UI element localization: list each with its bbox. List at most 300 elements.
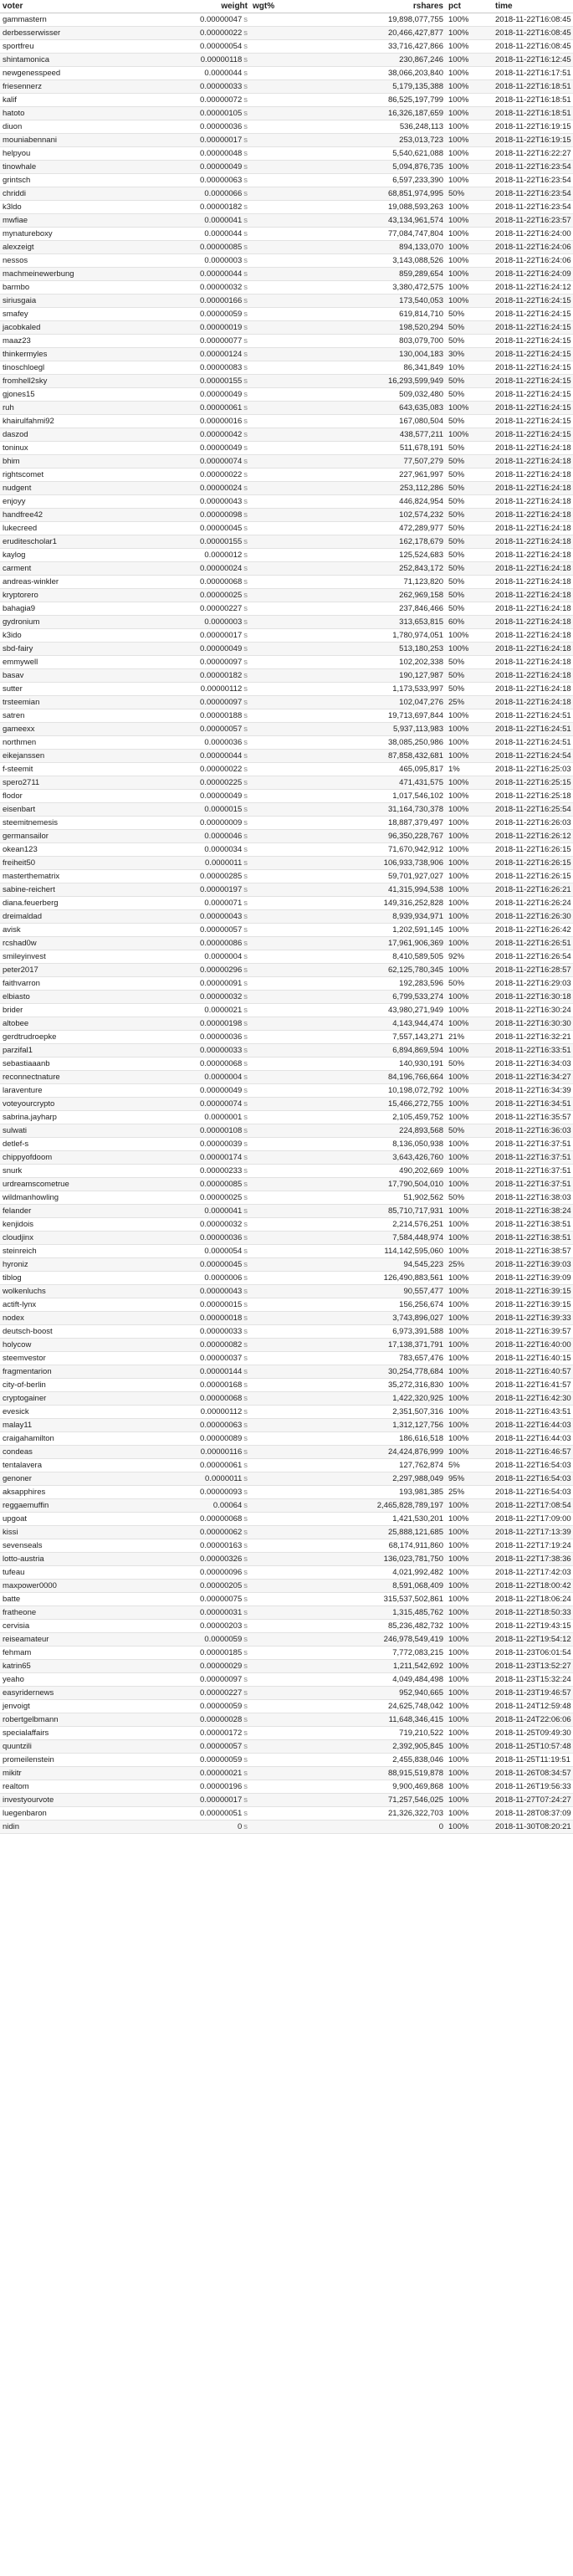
weight-unit: s [243,1782,248,1791]
voter-link[interactable]: steemvestor [0,1352,149,1365]
voter-link[interactable]: fragmentarion [0,1365,149,1379]
time-cell: 2018-11-22T16:24:12 [493,281,573,294]
voter-link[interactable]: lukecreed [0,522,149,535]
voter-link[interactable]: luegenbaron [0,1807,149,1821]
table-row [0,509,573,522]
header-pct[interactable]: pct [446,0,493,13]
voter-link[interactable]: mwfiae [0,214,149,228]
table-row [0,1633,573,1646]
voter-link[interactable]: alexzeigt [0,241,149,254]
voter-link[interactable]: flodor [0,790,149,803]
voter-link[interactable]: holycow [0,1339,149,1352]
weight-value: 0.00000233 [200,1166,243,1175]
voter-link[interactable]: eisenbart [0,803,149,817]
table-row [0,562,573,576]
table-row [0,1325,573,1339]
pct-cell: 1% [446,763,493,776]
weight-value: 0.00000112 [200,684,243,694]
pct-cell: 100% [446,964,493,977]
pct-cell: 100% [446,1673,493,1687]
voter-link[interactable]: specialaffairs [0,1727,149,1740]
weight-value: 0.00000116 [200,1447,243,1457]
voter-link[interactable]: craigahamilton [0,1432,149,1446]
voter-link[interactable]: daszod [0,428,149,442]
pct-cell: 95% [446,1472,493,1486]
voter-link[interactable]: hatoto [0,107,149,120]
voter-link[interactable]: kaylog [0,549,149,562]
pct-cell: 100% [446,120,493,134]
voter-link[interactable]: kalif [0,94,149,107]
rshares-cell: 173,540,053 [305,294,446,308]
weight-value: 0.0000044 [204,69,243,78]
voter-link[interactable]: hyroniz [0,1258,149,1272]
table-row [0,857,573,870]
time-cell: 2018-11-22T16:25:03 [493,763,573,776]
pct-cell: 100% [446,1017,493,1031]
table-row [0,924,573,937]
voter-link[interactable]: wildmanhowling [0,1191,149,1205]
voter-link[interactable]: tinowhale [0,161,149,174]
voter-link[interactable]: sevenseals [0,1539,149,1553]
voter-link[interactable]: germansailor [0,830,149,843]
pct-cell: 100% [446,643,493,656]
voter-link[interactable]: diana.feuerberg [0,897,149,910]
weight-unit: s [243,725,248,734]
voter-link[interactable]: machmeinewerbung [0,268,149,281]
voter-link[interactable]: elbiasto [0,991,149,1004]
weight-cell [149,1646,250,1660]
weight-unit: s [243,256,248,265]
voter-link[interactable]: malay11 [0,1419,149,1432]
rshares-cell: 6,973,391,588 [305,1325,446,1339]
voter-link[interactable]: reiseamateur [0,1633,149,1646]
time-cell: 2018-11-22T16:24:18 [493,643,573,656]
time-cell: 2018-11-22T16:24:18 [493,442,573,455]
voter-link[interactable]: voteyourcrypto [0,1098,149,1111]
table-row [0,348,573,361]
header-rshares[interactable]: rshares [305,0,446,13]
voter-link[interactable]: easyridernews [0,1687,149,1700]
weight-cell [149,1419,250,1432]
pct-cell: 100% [446,1178,493,1191]
voter-link[interactable]: emmywell [0,656,149,669]
voter-link[interactable]: northmen [0,736,149,750]
voter-link[interactable]: altobee [0,1017,149,1031]
weight-unit: s [243,1073,248,1082]
table-row [0,1419,573,1432]
voter-link[interactable]: smileyinvest [0,950,149,964]
table-row [0,428,573,442]
voter-link[interactable]: barmbo [0,281,149,294]
rshares-cell: 20,466,427,877 [305,27,446,40]
wgt-cell [250,696,305,709]
pct-cell: 100% [446,40,493,54]
time-cell: 2018-11-22T16:46:57 [493,1446,573,1459]
weight-value: 0.00000018 [200,1314,243,1323]
voter-link[interactable]: investyourvote [0,1794,149,1807]
voter-link[interactable]: gameexx [0,723,149,736]
voter-link[interactable]: sulwati [0,1124,149,1138]
weight-value: 0.00000033 [200,1046,243,1055]
weight-value: 0.00000205 [200,1581,243,1590]
weight-cell [149,1084,250,1098]
wgt-cell [250,709,305,723]
weight-unit: s [243,283,248,292]
voter-link[interactable]: mouniabennani [0,134,149,147]
voter-link[interactable]: freiheit50 [0,857,149,870]
pct-cell: 100% [446,857,493,870]
rshares-cell: 25,888,121,685 [305,1526,446,1539]
voter-link[interactable]: actift-lynx [0,1298,149,1312]
rshares-cell: 253,013,723 [305,134,446,147]
header-time[interactable]: time [493,0,573,13]
time-cell: 2018-11-22T16:36:03 [493,1124,573,1138]
voter-link[interactable]: nidin [0,1821,149,1834]
weight-cell [149,1165,250,1178]
voter-link[interactable]: condeas [0,1446,149,1459]
wgt-cell [250,736,305,750]
weight-value: 0.00000068 [200,577,243,586]
weight-unit: s [243,1675,248,1684]
voter-link[interactable]: siriusgaia [0,294,149,308]
weight-value: 0.00000185 [200,1648,243,1657]
voter-link[interactable]: kryptorero [0,589,149,602]
time-cell: 2018-11-22T16:24:15 [493,294,573,308]
time-cell: 2018-11-22T16:24:15 [493,321,573,335]
weight-value: 0.00000097 [200,698,243,707]
pct-cell: 100% [446,1727,493,1740]
weight-unit: s [243,1086,248,1095]
time-cell: 2018-11-22T16:41:57 [493,1379,573,1392]
voter-link[interactable]: upgoat [0,1513,149,1526]
header-weight[interactable]: weight [149,0,250,13]
weight-cell [149,1379,250,1392]
voter-link[interactable]: deutsch-boost [0,1325,149,1339]
weight-cell [149,562,250,576]
weight-unit: s [243,443,248,453]
voter-link[interactable]: f-steemit [0,763,149,776]
weight-cell [149,750,250,763]
weight-unit: s [243,992,248,1001]
wgt-cell [250,375,305,388]
weight-cell [149,1754,250,1767]
voter-link[interactable]: ruh [0,402,149,415]
rshares-cell: 94,545,223 [305,1258,446,1272]
header-voter[interactable]: voter [0,0,149,13]
voter-link[interactable]: cloudjinx [0,1232,149,1245]
time-cell: 2018-11-22T16:24:15 [493,428,573,442]
weight-unit: s [243,1728,248,1738]
voter-link[interactable]: avisk [0,924,149,937]
weight-unit: s [243,390,248,399]
rshares-cell: 190,127,987 [305,669,446,683]
rshares-cell: 84,196,766,664 [305,1071,446,1084]
rshares-cell: 31,164,730,378 [305,803,446,817]
weight-value: 0.00000028 [200,1715,243,1724]
rshares-cell: 536,248,113 [305,120,446,134]
rshares-cell: 315,537,502,861 [305,1593,446,1606]
pct-cell: 100% [446,1606,493,1620]
weight-cell [149,1365,250,1379]
voter-link[interactable]: fratheone [0,1606,149,1620]
weight-cell [149,669,250,683]
voter-link[interactable]: steemitnemesis [0,817,149,830]
time-cell: 2018-11-22T16:30:18 [493,991,573,1004]
time-cell: 2018-11-22T16:54:03 [493,1472,573,1486]
voter-link[interactable]: shintamonica [0,54,149,67]
voter-link[interactable]: peter2017 [0,964,149,977]
table-row [0,1058,573,1071]
voter-link[interactable]: felander [0,1205,149,1218]
voter-link[interactable]: diuon [0,120,149,134]
voter-link[interactable]: evesick [0,1406,149,1419]
pct-cell: 100% [446,750,493,763]
weight-unit: s [243,122,248,131]
weight-cell [149,843,250,857]
wgt-cell [250,120,305,134]
voter-link[interactable]: detlef-s [0,1138,149,1151]
voter-link[interactable]: fromhell2sky [0,375,149,388]
weight-cell [149,509,250,522]
voter-link[interactable]: toninux [0,442,149,455]
voter-link[interactable]: k3ido [0,629,149,643]
wgt-cell [250,482,305,495]
rshares-cell: 313,653,815 [305,616,446,629]
pct-cell: 50% [446,522,493,535]
voter-link[interactable]: katrin65 [0,1660,149,1673]
rshares-cell: 511,678,191 [305,442,446,455]
weight-value: 0.00000196 [200,1782,243,1791]
voter-link[interactable]: rcshad0w [0,937,149,950]
pct-cell: 100% [446,134,493,147]
voter-link[interactable]: smafey [0,308,149,321]
weight-unit: s [243,149,248,158]
voter-link[interactable]: andreas-winkler [0,576,149,589]
pct-cell: 100% [446,1499,493,1513]
voter-link[interactable]: mikitr [0,1767,149,1780]
time-cell: 2018-11-22T16:26:15 [493,843,573,857]
header-wgt[interactable]: wgt% [250,0,305,13]
pct-cell: 100% [446,1432,493,1446]
weight-value: 0.00000036 [200,122,243,131]
wgt-cell [250,1472,305,1486]
voter-link[interactable]: maxpower0000 [0,1580,149,1593]
weight-value: 0.00000025 [200,591,243,600]
voter-link[interactable]: sabrina.jayharp [0,1111,149,1124]
voter-link[interactable]: laraventure [0,1084,149,1098]
weight-value: 0.00000097 [200,1675,243,1684]
weight-cell [149,308,250,321]
voter-link[interactable]: kenjidois [0,1218,149,1232]
voter-link[interactable]: tentalavera [0,1459,149,1472]
voter-link[interactable]: genoner [0,1472,149,1486]
weight-unit: s [243,1046,248,1055]
weight-value: 0.00000155 [200,537,243,546]
time-cell: 2018-11-25T11:19:51 [493,1754,573,1767]
weight-value: 0.00000039 [200,1139,243,1149]
voter-link[interactable]: kissi [0,1526,149,1539]
voter-link[interactable]: cervisia [0,1620,149,1633]
rshares-cell: 16,293,599,949 [305,375,446,388]
weight-cell [149,1486,250,1499]
voter-link[interactable]: robertgelbmann [0,1713,149,1727]
voter-link[interactable]: brider [0,1004,149,1017]
voter-link[interactable]: trsteemian [0,696,149,709]
wgt-cell [250,937,305,950]
voter-link[interactable]: cryptogainer [0,1392,149,1406]
weight-unit: s [243,269,248,279]
weight-value: 0.00000024 [200,564,243,573]
time-cell: 2018-11-22T16:38:51 [493,1218,573,1232]
weight-unit: s [243,1662,248,1671]
voter-link[interactable]: realtom [0,1780,149,1794]
voter-link[interactable]: khairulfahmi92 [0,415,149,428]
time-cell: 2018-11-22T16:18:51 [493,80,573,94]
voter-link[interactable]: jacobkaled [0,321,149,335]
voter-link[interactable]: sbd-fairy [0,643,149,656]
time-cell: 2018-11-22T16:24:15 [493,415,573,428]
table-row [0,1084,573,1098]
voter-link[interactable]: gerdtrudroepke [0,1031,149,1044]
voter-link[interactable]: carment [0,562,149,576]
voter-link[interactable]: chriddi [0,187,149,201]
voter-link[interactable]: bahagia9 [0,602,149,616]
voter-link[interactable]: city-of-berlin [0,1379,149,1392]
table-row [0,415,573,428]
table-row [0,669,573,683]
weight-value: 0.00000043 [200,497,243,506]
weight-unit: s [243,176,248,185]
voter-link[interactable]: friesennerz [0,80,149,94]
voter-link[interactable]: batte [0,1593,149,1606]
voter-link[interactable]: snurk [0,1165,149,1178]
wgt-cell [250,94,305,107]
pct-cell: 100% [446,80,493,94]
voter-link[interactable]: enjoyy [0,495,149,509]
voter-link[interactable]: eruditescholar1 [0,535,149,549]
voter-link[interactable]: sportfreu [0,40,149,54]
weight-cell [149,776,250,790]
table-row [0,1513,573,1526]
voter-link[interactable]: derbesserwisser [0,27,149,40]
voter-link[interactable]: aksapphires [0,1486,149,1499]
voter-link[interactable]: satren [0,709,149,723]
voter-link[interactable]: dreimaldad [0,910,149,924]
voter-link[interactable]: mynatureboxy [0,228,149,241]
voter-link[interactable]: nessos [0,254,149,268]
table-row [0,643,573,656]
time-cell: 2018-11-22T16:33:51 [493,1044,573,1058]
voter-link[interactable]: gammastern [0,13,149,27]
voter-link[interactable]: lotto-austria [0,1553,149,1566]
voter-link[interactable]: steinreich [0,1245,149,1258]
rshares-cell: 1,312,127,756 [305,1419,446,1432]
weight-cell [149,361,250,375]
time-cell: 2018-11-22T16:24:54 [493,750,573,763]
voter-link[interactable]: chippyofdoom [0,1151,149,1165]
weight-value: 0 [237,1822,243,1831]
rshares-cell: 7,584,448,974 [305,1232,446,1245]
voter-link[interactable]: fehmam [0,1646,149,1660]
table-row [0,830,573,843]
wgt-cell [250,335,305,348]
voter-link[interactable]: sutter [0,683,149,696]
voter-link[interactable]: rightscomet [0,469,149,482]
wgt-cell [250,669,305,683]
rshares-cell: 192,283,596 [305,977,446,991]
voter-link[interactable]: maaz23 [0,335,149,348]
weight-value: 0.00000225 [200,778,243,787]
weight-cell [149,723,250,736]
voter-link[interactable]: urdreamscometrue [0,1178,149,1191]
weight-value: 0.0000059 [204,1635,243,1644]
pct-cell: 5% [446,1459,493,1472]
weight-unit: s [243,1742,248,1751]
voter-link[interactable]: jenvoigt [0,1700,149,1713]
voter-link[interactable]: tufeau [0,1566,149,1580]
weight-unit: s [243,818,248,827]
voter-link[interactable]: sebastiaaanb [0,1058,149,1071]
weight-value: 0.00000082 [200,1340,243,1349]
voter-link[interactable]: reconnectnature [0,1071,149,1084]
voter-link[interactable]: helpyou [0,147,149,161]
voter-link[interactable]: yeaho [0,1673,149,1687]
wgt-cell [250,950,305,964]
rshares-cell: 5,540,621,088 [305,147,446,161]
voter-link[interactable]: gjones15 [0,388,149,402]
voter-link[interactable]: faithvarron [0,977,149,991]
voter-link[interactable]: tiblog [0,1272,149,1285]
voter-link[interactable]: nodex [0,1312,149,1325]
table-row [0,790,573,803]
voter-link[interactable]: basav [0,669,149,683]
voter-link[interactable]: thinkermyles [0,348,149,361]
table-row [0,1379,573,1392]
weight-value: 0.0000046 [204,832,243,841]
rshares-cell: 246,978,549,419 [305,1633,446,1646]
voter-link[interactable]: spero2711 [0,776,149,790]
voter-link[interactable]: gydronium [0,616,149,629]
time-cell: 2018-11-22T16:29:03 [493,977,573,991]
voter-link[interactable]: nudgent [0,482,149,495]
voter-link[interactable]: k3ldo [0,201,149,214]
voter-link[interactable]: wolkenluchs [0,1285,149,1298]
pct-cell: 100% [446,54,493,67]
voter-link[interactable]: bhim [0,455,149,469]
table-row [0,1285,573,1298]
wgt-cell [250,1713,305,1727]
voter-link[interactable]: tinoschloegl [0,361,149,375]
time-cell: 2018-11-22T16:37:51 [493,1165,573,1178]
voter-link[interactable]: eikejanssen [0,750,149,763]
weight-value: 0.00000093 [200,1488,243,1497]
rshares-cell: 156,256,674 [305,1298,446,1312]
voter-link[interactable]: parzifal1 [0,1044,149,1058]
voter-link[interactable]: grintsch [0,174,149,187]
wgt-cell [250,1138,305,1151]
voter-link[interactable]: masterthematrix [0,870,149,883]
voter-link[interactable]: newgenesspeed [0,67,149,80]
weight-unit: s [243,1019,248,1028]
voter-link[interactable]: handfree42 [0,509,149,522]
voter-link[interactable]: quuntzili [0,1740,149,1754]
time-cell: 2018-11-22T16:08:45 [493,27,573,40]
voter-link[interactable]: okean123 [0,843,149,857]
voter-link[interactable]: sabine-reichert [0,883,149,897]
rshares-cell: 472,289,977 [305,522,446,535]
voter-link[interactable]: promeilenstein [0,1754,149,1767]
voter-link[interactable]: reggaemuffin [0,1499,149,1513]
